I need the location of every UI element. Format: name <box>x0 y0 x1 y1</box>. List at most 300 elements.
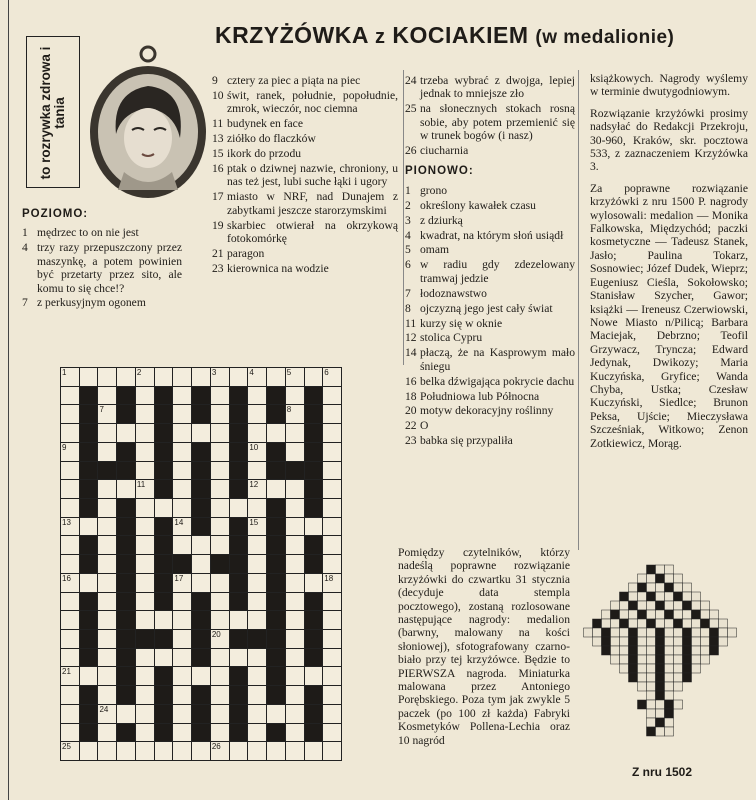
grid-cell[interactable] <box>211 387 229 405</box>
grid-cell[interactable] <box>136 555 154 573</box>
mini-grid-cell <box>656 655 665 664</box>
mini-grid-cell <box>701 655 710 664</box>
mini-grid-cell <box>656 691 665 700</box>
grid-cell[interactable] <box>323 630 341 648</box>
grid-cell[interactable] <box>117 424 135 442</box>
grid-cell[interactable] <box>211 649 229 667</box>
grid-cell[interactable] <box>323 742 341 760</box>
mini-grid-cell <box>629 673 638 682</box>
mini-grid-cell <box>683 655 692 664</box>
grid-cell[interactable] <box>267 705 285 723</box>
grid-cell[interactable] <box>192 574 210 592</box>
crossword-grid[interactable] <box>60 367 342 761</box>
grid-cell[interactable] <box>323 574 341 592</box>
grid-cell[interactable] <box>248 724 266 742</box>
grid-block <box>192 686 210 704</box>
grid-cell[interactable] <box>173 518 191 536</box>
grid-cell[interactable] <box>286 574 304 592</box>
grid-cell[interactable] <box>286 443 304 461</box>
grid-block <box>80 686 98 704</box>
grid-block <box>267 574 285 592</box>
grid-cell[interactable] <box>267 742 285 760</box>
mini-grid-cell <box>656 664 665 673</box>
grid-block <box>155 667 173 685</box>
grid-cell[interactable] <box>136 686 154 704</box>
grid-cell[interactable] <box>136 611 154 629</box>
mini-grid-cell <box>647 565 656 574</box>
mini-grid-cell <box>710 610 719 619</box>
grid-cell[interactable] <box>248 574 266 592</box>
clue-number: 15 <box>249 517 259 527</box>
grid-cell[interactable] <box>286 387 304 405</box>
poziomo-header: POZIOMO: <box>22 208 89 220</box>
mini-grid-cell <box>620 592 629 601</box>
mini-grid-cell <box>674 583 683 592</box>
grid-cell[interactable] <box>323 555 341 573</box>
grid-block <box>192 593 210 611</box>
grid-cell[interactable] <box>211 518 229 536</box>
grid-cell[interactable] <box>80 368 98 386</box>
mini-grid-cell <box>620 619 629 628</box>
grid-cell[interactable] <box>61 443 79 461</box>
mini-grid-cell <box>692 637 701 646</box>
grid-cell[interactable] <box>98 649 116 667</box>
mini-grid-cell <box>656 718 665 727</box>
grid-block <box>155 724 173 742</box>
grid-block <box>267 499 285 517</box>
grid-cell[interactable] <box>155 368 173 386</box>
grid-block <box>230 667 248 685</box>
mini-grid-cell <box>665 718 674 727</box>
grid-cell[interactable] <box>323 405 341 423</box>
grid-cell[interactable] <box>80 574 98 592</box>
mini-grid-cell <box>620 655 629 664</box>
grid-cell[interactable] <box>98 742 116 760</box>
mini-grid-cell <box>665 601 674 610</box>
grid-cell[interactable] <box>117 742 135 760</box>
grid-cell[interactable] <box>98 724 116 742</box>
grid-cell[interactable] <box>323 667 341 685</box>
grid-cell[interactable] <box>61 518 79 536</box>
grid-cell[interactable] <box>248 518 266 536</box>
grid-block <box>192 387 210 405</box>
grid-cell[interactable] <box>98 705 116 723</box>
mini-grid-cell <box>710 628 719 637</box>
grid-cell[interactable] <box>61 387 79 405</box>
grid-cell[interactable] <box>61 686 79 704</box>
grid-cell[interactable] <box>136 387 154 405</box>
grid-cell[interactable] <box>61 405 79 423</box>
grid-cell[interactable] <box>286 724 304 742</box>
mini-grid-cell <box>620 610 629 619</box>
grid-cell[interactable] <box>211 405 229 423</box>
grid-block <box>155 480 173 498</box>
grid-cell[interactable] <box>286 630 304 648</box>
clue-row: 11 budynek en face <box>212 117 303 131</box>
grid-cell[interactable] <box>173 536 191 554</box>
grid-block <box>192 724 210 742</box>
grid-cell[interactable] <box>173 611 191 629</box>
grid-cell[interactable] <box>61 593 79 611</box>
mini-grid-cell <box>647 583 656 592</box>
grid-cell[interactable] <box>211 686 229 704</box>
grid-cell[interactable] <box>61 480 79 498</box>
clue-row: 2 określony kawałek czasu <box>405 198 536 212</box>
grid-cell[interactable] <box>98 368 116 386</box>
grid-cell[interactable] <box>173 705 191 723</box>
grid-cell[interactable] <box>323 424 341 442</box>
grid-cell[interactable] <box>286 424 304 442</box>
grid-cell[interactable] <box>323 536 341 554</box>
mini-grid-cell <box>674 646 683 655</box>
grid-cell[interactable] <box>323 649 341 667</box>
grid-cell[interactable] <box>230 368 248 386</box>
grid-cell[interactable] <box>136 667 154 685</box>
grid-cell[interactable] <box>61 630 79 648</box>
grid-cell[interactable] <box>173 574 191 592</box>
grid-cell[interactable] <box>61 499 79 517</box>
clue-row: 6 w radiu gdy zdezelowany tramwaj jedzie <box>405 258 575 285</box>
grid-cell[interactable] <box>98 667 116 685</box>
grid-cell[interactable] <box>248 499 266 517</box>
grid-cell[interactable] <box>211 424 229 442</box>
grid-cell[interactable] <box>136 705 154 723</box>
column-divider <box>403 70 404 365</box>
grid-cell[interactable] <box>211 667 229 685</box>
mini-grid-cell <box>674 601 683 610</box>
grid-block <box>155 630 173 648</box>
grid-cell[interactable] <box>323 686 341 704</box>
grid-cell[interactable] <box>61 667 79 685</box>
grid-block <box>80 649 98 667</box>
grid-block <box>230 593 248 611</box>
grid-cell[interactable] <box>192 555 210 573</box>
grid-cell[interactable] <box>248 667 266 685</box>
grid-cell[interactable] <box>98 424 116 442</box>
grid-cell[interactable] <box>61 742 79 760</box>
mini-grid-cell <box>611 601 620 610</box>
mini-grid-cell <box>683 592 692 601</box>
grid-cell[interactable] <box>173 387 191 405</box>
grid-cell[interactable] <box>211 630 229 648</box>
mini-grid-cell <box>656 574 665 583</box>
grid-cell[interactable] <box>61 555 79 573</box>
grid-cell[interactable] <box>98 499 116 517</box>
grid-cell[interactable] <box>80 518 98 536</box>
grid-cell[interactable] <box>61 649 79 667</box>
grid-cell[interactable] <box>173 368 191 386</box>
grid-cell[interactable] <box>323 518 341 536</box>
grid-cell[interactable] <box>230 499 248 517</box>
grid-block <box>305 536 323 554</box>
grid-cell[interactable] <box>173 630 191 648</box>
grid-cell[interactable] <box>173 480 191 498</box>
clue-row: 18 Południowa lub Północna <box>405 389 540 403</box>
grid-cell[interactable] <box>136 649 154 667</box>
grid-cell[interactable] <box>248 443 266 461</box>
grid-cell[interactable] <box>248 480 266 498</box>
mini-grid-cell <box>719 628 728 637</box>
grid-cell[interactable] <box>61 574 79 592</box>
grid-cell[interactable] <box>98 611 116 629</box>
grid-cell[interactable] <box>286 705 304 723</box>
grid-cell[interactable] <box>192 368 210 386</box>
grid-cell[interactable] <box>173 424 191 442</box>
grid-cell[interactable] <box>155 611 173 629</box>
mini-grid-cell <box>647 691 656 700</box>
grid-cell[interactable] <box>173 649 191 667</box>
grid-cell[interactable] <box>211 499 229 517</box>
grid-block <box>192 630 210 648</box>
grid-cell[interactable] <box>248 462 266 480</box>
grid-cell[interactable] <box>286 742 304 760</box>
grid-cell[interactable] <box>323 480 341 498</box>
grid-block <box>267 536 285 554</box>
grid-cell[interactable] <box>230 649 248 667</box>
grid-cell[interactable] <box>211 462 229 480</box>
grid-cell[interactable] <box>323 724 341 742</box>
grid-cell[interactable] <box>155 649 173 667</box>
grid-cell[interactable] <box>136 518 154 536</box>
grid-cell[interactable] <box>211 705 229 723</box>
grid-cell[interactable] <box>98 480 116 498</box>
grid-cell[interactable] <box>136 742 154 760</box>
grid-cell[interactable] <box>305 574 323 592</box>
grid-cell[interactable] <box>192 667 210 685</box>
mini-grid-cell <box>656 709 665 718</box>
grid-cell[interactable] <box>136 724 154 742</box>
grid-cell[interactable] <box>286 611 304 629</box>
clue-row: 1 grono <box>405 183 448 197</box>
grid-cell[interactable] <box>117 368 135 386</box>
grid-cell[interactable] <box>248 705 266 723</box>
grid-cell[interactable] <box>136 368 154 386</box>
mini-grid-cell <box>665 700 674 709</box>
grid-cell[interactable] <box>286 667 304 685</box>
grid-block <box>305 405 323 423</box>
grid-block <box>305 611 323 629</box>
grid-cell[interactable] <box>286 593 304 611</box>
grid-cell[interactable] <box>323 462 341 480</box>
grid-cell[interactable] <box>286 555 304 573</box>
grid-cell[interactable] <box>61 611 79 629</box>
grid-cell[interactable] <box>323 705 341 723</box>
grid-cell[interactable] <box>136 443 154 461</box>
grid-cell[interactable] <box>136 574 154 592</box>
grid-cell[interactable] <box>173 724 191 742</box>
grid-cell[interactable] <box>248 593 266 611</box>
grid-cell[interactable] <box>117 705 135 723</box>
grid-cell[interactable] <box>136 593 154 611</box>
grid-cell[interactable] <box>230 611 248 629</box>
mini-grid-cell <box>638 646 647 655</box>
grid-cell[interactable] <box>323 387 341 405</box>
grid-cell[interactable] <box>248 368 266 386</box>
grid-cell[interactable] <box>61 705 79 723</box>
clue-row: 25 na słonecznych stokach rosną sobie, aby potem przemienić się w trunek bogów (i nasz) <box>405 102 575 143</box>
grid-cell[interactable] <box>323 499 341 517</box>
mini-grid-cell <box>611 655 620 664</box>
grid-cell[interactable] <box>173 443 191 461</box>
grid-cell[interactable] <box>305 368 323 386</box>
grid-cell[interactable] <box>192 536 210 554</box>
grid-block <box>80 462 98 480</box>
grid-cell[interactable] <box>248 742 266 760</box>
grid-cell[interactable] <box>286 686 304 704</box>
grid-cell[interactable] <box>80 742 98 760</box>
grid-cell[interactable] <box>61 462 79 480</box>
clue-row: 23 babka się przypaliła <box>405 434 513 448</box>
grid-cell[interactable] <box>248 649 266 667</box>
grid-cell[interactable] <box>136 499 154 517</box>
grid-cell[interactable] <box>286 480 304 498</box>
mini-grid-cell <box>710 646 719 655</box>
mini-grid-cell <box>629 583 638 592</box>
grid-cell[interactable] <box>173 686 191 704</box>
grid-cell[interactable] <box>136 480 154 498</box>
grid-cell[interactable] <box>80 667 98 685</box>
grid-block <box>192 443 210 461</box>
grid-cell[interactable] <box>98 574 116 592</box>
grid-cell[interactable] <box>173 742 191 760</box>
grid-cell[interactable] <box>61 424 79 442</box>
grid-cell[interactable] <box>98 593 116 611</box>
mini-grid-cell <box>683 619 692 628</box>
grid-cell[interactable] <box>305 742 323 760</box>
grid-cell[interactable] <box>136 536 154 554</box>
grid-cell[interactable] <box>136 424 154 442</box>
mini-grid-cell <box>638 610 647 619</box>
poziomo-column-2 <box>212 74 398 277</box>
grid-block <box>305 593 323 611</box>
grid-block <box>117 574 135 592</box>
grid-cell[interactable] <box>267 424 285 442</box>
grid-cell[interactable] <box>211 443 229 461</box>
clue-row: 16 ptak o dziwnej nazwie, chroniony, u nas też jest, lubi suche łąki i ugory <box>212 161 398 189</box>
grid-cell[interactable] <box>211 593 229 611</box>
grid-cell[interactable] <box>173 405 191 423</box>
grid-cell[interactable] <box>248 405 266 423</box>
grid-cell[interactable] <box>286 499 304 517</box>
issue-footer: Z nru 1502 <box>632 765 693 779</box>
grid-cell[interactable] <box>136 462 154 480</box>
grid-cell[interactable] <box>286 405 304 423</box>
grid-cell[interactable] <box>192 742 210 760</box>
grid-block <box>136 630 154 648</box>
medallion-portrait <box>82 42 214 202</box>
grid-cell[interactable] <box>98 387 116 405</box>
grid-cell[interactable] <box>286 649 304 667</box>
mini-grid-cell <box>665 673 674 682</box>
grid-cell[interactable] <box>155 742 173 760</box>
grid-block <box>155 518 173 536</box>
grid-cell[interactable] <box>286 368 304 386</box>
grid-cell[interactable] <box>61 368 79 386</box>
mini-grid-cell <box>611 628 620 637</box>
mini-grid-cell <box>638 700 647 709</box>
grid-block <box>117 555 135 573</box>
grid-cell[interactable] <box>98 518 116 536</box>
grid-cell[interactable] <box>248 424 266 442</box>
mini-grid-cell <box>647 601 656 610</box>
clue-number: 2 <box>136 368 142 377</box>
grid-cell[interactable] <box>323 593 341 611</box>
grid-cell[interactable] <box>173 593 191 611</box>
grid-cell[interactable] <box>323 611 341 629</box>
clue-row: 15 ikork do przodu <box>212 147 302 161</box>
mini-grid-cell <box>629 655 638 664</box>
mini-grid-cell <box>656 628 665 637</box>
grid-cell[interactable] <box>61 724 79 742</box>
column-divider <box>578 70 579 550</box>
grid-cell[interactable] <box>98 536 116 554</box>
grid-cell[interactable] <box>98 443 116 461</box>
grid-cell[interactable] <box>155 499 173 517</box>
grid-cell[interactable] <box>98 630 116 648</box>
grid-block <box>155 705 173 723</box>
mini-grid-cell <box>656 673 665 682</box>
grid-cell[interactable] <box>98 686 116 704</box>
grid-cell[interactable] <box>211 368 229 386</box>
grid-cell[interactable] <box>305 667 323 685</box>
mini-grid-cell <box>593 637 602 646</box>
grid-cell[interactable] <box>230 742 248 760</box>
grid-cell[interactable] <box>117 480 135 498</box>
mini-grid-cell <box>665 565 674 574</box>
grid-cell[interactable] <box>248 611 266 629</box>
grid-block <box>155 462 173 480</box>
grid-cell[interactable] <box>173 667 191 685</box>
grid-cell[interactable] <box>305 518 323 536</box>
grid-cell[interactable] <box>211 724 229 742</box>
grid-cell[interactable] <box>98 555 116 573</box>
mini-grid-cell <box>719 619 728 628</box>
grid-cell[interactable] <box>286 536 304 554</box>
grid-cell[interactable] <box>211 480 229 498</box>
grid-cell[interactable] <box>61 536 79 554</box>
grid-block <box>305 686 323 704</box>
mini-grid-cell <box>629 637 638 646</box>
grid-cell[interactable] <box>323 443 341 461</box>
mini-grid-cell <box>683 664 692 673</box>
grid-cell[interactable] <box>248 387 266 405</box>
grid-cell[interactable] <box>211 536 229 554</box>
grid-block <box>155 593 173 611</box>
grid-cell[interactable] <box>173 462 191 480</box>
grid-cell[interactable] <box>211 574 229 592</box>
grid-block <box>305 424 323 442</box>
grid-cell[interactable] <box>248 555 266 573</box>
grid-block <box>267 667 285 685</box>
clue-number: 18 <box>324 573 334 583</box>
grid-cell[interactable] <box>136 405 154 423</box>
grid-cell[interactable] <box>248 536 266 554</box>
grid-cell[interactable] <box>192 424 210 442</box>
grid-cell[interactable] <box>211 742 229 760</box>
grid-cell[interactable] <box>248 686 266 704</box>
mini-grid-cell <box>656 637 665 646</box>
grid-cell[interactable] <box>211 611 229 629</box>
mini-grid-cell <box>665 727 674 736</box>
grid-cell[interactable] <box>267 368 285 386</box>
winners-list: Za poprawne rozwiązanie krzyżówki z nru 1500 P. nagrody wylosowali: medalion — Monika Falkowska, Międzychód; paczki kosmetyczne — Tadeusz Stanek, Jasło; Paulina Tokarz, Sosnowiec; Józef Dudek, Wieprz; Eugeniusz Cieśla, Sokołowsko; Stanisław Szycher, Gawor; książki — Ireneusz Czerwiowski, Nowe Miasto n/Pilicą; Barbara Maciejak, Debrzno; Teofil Grzywacz, Tryncza; Edward Jedynak, Dwikozy; Maria Kuczyńska, Gryfice; Wanda Chyba, Ustka; Czesław Kuczyński, Siedlce; Brunon Peksa, Ujście; Mieczysława Szcześniak, Witkowo; Zenon Zotkiewicz, Morąg. <box>590 181 748 450</box>
grid-cell[interactable] <box>267 480 285 498</box>
grid-cell[interactable] <box>323 368 341 386</box>
grid-cell[interactable] <box>286 518 304 536</box>
mini-grid-cell <box>620 664 629 673</box>
grid-cell[interactable] <box>98 405 116 423</box>
grid-cell[interactable] <box>173 499 191 517</box>
